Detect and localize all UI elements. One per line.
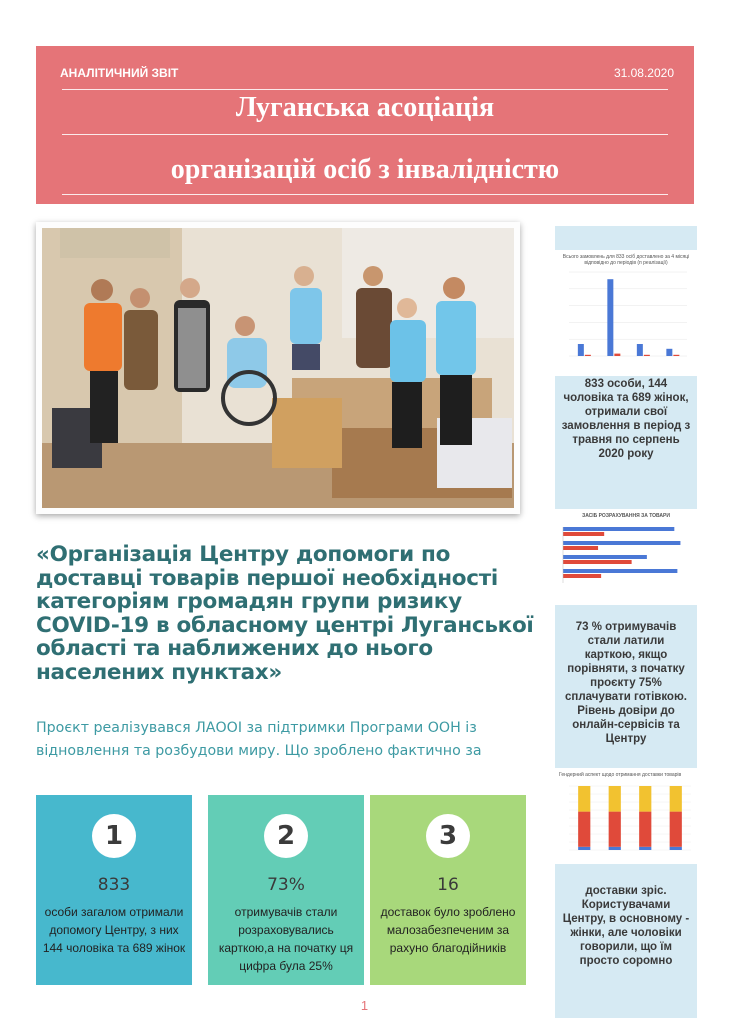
stat-number-badge: 2: [264, 814, 308, 858]
bar-segment: [670, 812, 682, 847]
stat-number-badge: 1: [92, 814, 136, 858]
bar: [563, 541, 680, 545]
bar-segment: [578, 786, 590, 812]
payment-chart-plot: [555, 521, 697, 605]
report-date: 31.08.2020: [613, 66, 674, 80]
bar: [578, 344, 584, 356]
bar-segment: [639, 786, 651, 812]
bar: [563, 560, 632, 564]
bar: [673, 355, 679, 356]
bar: [644, 355, 650, 356]
project-intro: Проєкт реалізувався ЛАООІ за підтримки Програми ООН із відновлення та розбудови миру. Що зроблено фактично за: [36, 720, 482, 759]
orders-chart-title: Всього замовлень для 833 осіб доставлено за 4 місяці відповідно до періодів (п реалізації): [562, 254, 690, 266]
header-divider: [62, 194, 668, 195]
bar-segment: [639, 812, 651, 847]
bar-segment: [670, 786, 682, 812]
stat-box-charity-deliveries: [370, 795, 526, 985]
payment-chart-title: ЗАСІБ РОЗРАХУВАННЯ ЗА ТОВАРИ: [582, 513, 670, 519]
report-type-label: АНАЛІТИЧНИЙ ЗВІТ: [60, 66, 179, 80]
orders-chart-plot: [555, 264, 697, 376]
report-header: [36, 46, 694, 204]
gender-chart-plot: [555, 780, 697, 864]
stat-description: отримувачів стали розраховувались карткою,а на початку ця цифра була 25%: [218, 905, 354, 973]
bar: [563, 532, 604, 536]
report-title-line1: Луганська асоціація: [235, 92, 495, 123]
orders-chart: [555, 250, 697, 376]
project-quote: «Організація Центру допомоги по доставці товарів першої необхідності категоріям громадян групи ризику COVID-19 в обласному центрі Луганської області та наближених до нього населених пунктах»: [36, 542, 534, 685]
report-title-line2: організацій осіб з інвалідністю: [170, 154, 560, 185]
stat-box-recipients: [36, 795, 192, 985]
bar-segment: [639, 847, 651, 850]
bar-segment: [609, 812, 621, 847]
header-divider: [62, 134, 668, 135]
stat-description: доставок було зроблено малозабезпеченим за рахуно благодійників: [380, 905, 516, 955]
stat-number-badge: 3: [426, 814, 470, 858]
bar-segment: [609, 786, 621, 812]
bar-segment: [609, 847, 621, 850]
page-number: 1: [360, 998, 369, 1013]
stat-value: 73%: [267, 875, 305, 895]
bar: [607, 279, 613, 356]
stat-value: 16: [437, 875, 459, 895]
gender-chart-title: Гендерний аспект щодо отримання доставки товарів: [559, 772, 682, 778]
team-photo-illustration: [42, 228, 514, 508]
bar: [563, 569, 677, 573]
bar: [563, 555, 647, 559]
sidebar-text-orders: 833 особи, 144 чоловіка та 689 жінок, отримали свої замовлення в період з травня по серпень 2020 року: [561, 378, 691, 460]
bar: [614, 354, 620, 356]
bar: [666, 349, 672, 356]
bar: [563, 574, 601, 578]
header-divider: [62, 89, 668, 90]
bar: [637, 344, 643, 356]
payment-chart: [555, 509, 697, 605]
sidebar-text-payment: 73 % отримувачів стали латили карткою, якщо порівняти, з початку проєкту 75% сплачувати готівкою. Рівень довіри до онлайн-сервісів та Центру: [565, 621, 687, 745]
bar-segment: [578, 812, 590, 847]
bar: [585, 355, 591, 356]
team-photo: [36, 222, 520, 514]
stat-description: особи загалом отримали допомогу Центру, з них 144 чоловіка та 689 жінок: [42, 905, 186, 955]
bar: [563, 527, 674, 531]
sidebar-text-gender: доставки зріс. Користувачами Центру, в основному - жінки, але чоловіки говорили, що їм просто соромно: [562, 885, 690, 967]
stat-box-card-payments: [208, 795, 364, 985]
bar: [563, 546, 598, 550]
gender-chart: [555, 768, 697, 864]
bar-segment: [670, 847, 682, 850]
stat-value: 833: [97, 875, 131, 895]
sidebar-panel: [555, 226, 697, 1018]
bar-segment: [578, 847, 590, 850]
